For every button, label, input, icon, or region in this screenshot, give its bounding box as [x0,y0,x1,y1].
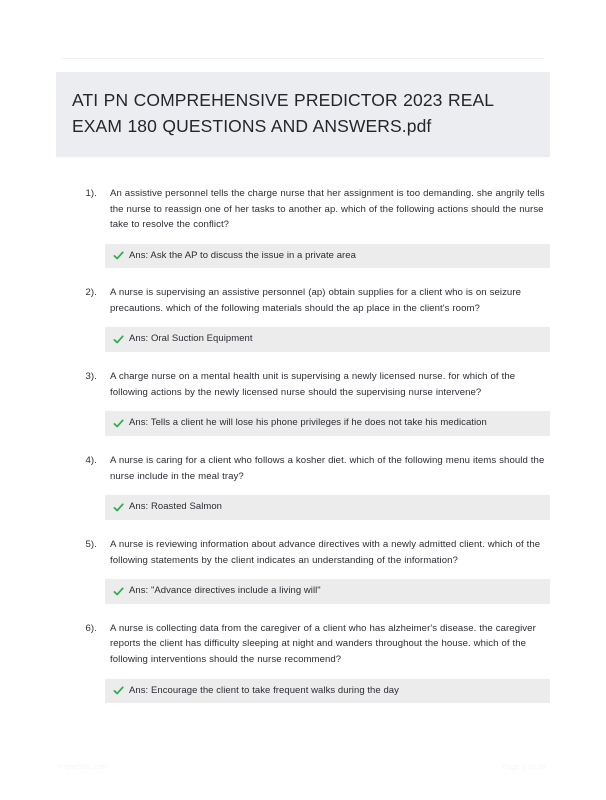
check-icon [113,502,124,513]
answer-row [113,685,540,698]
answer-text: Ans: Roasted Salmon [129,501,223,513]
check-icon [113,334,124,345]
answer-box [105,679,550,704]
question-number: 5). [85,539,97,551]
question-number: 3). [85,371,97,383]
answer-box [105,244,550,269]
answer-box [105,579,550,604]
answer-box [105,495,550,520]
answer-text: Ans: Oral Suction Equipment [129,333,253,345]
footer-page-indicator: Page 1 of 26 [501,762,546,771]
question-text: A charge nurse on a mental health unit is supervising a newly licensed nurse. for which of the following actions by the newly licensed nurse should the supervising nurse intervene? [110,371,516,398]
question-text: A nurse is supervising an assistive personnel (ap) obtain supplies for a client who is on seizure precautions. which of the following materials should the ap place in the client's room? [110,287,522,314]
question-item [0,186,606,268]
answer-box [105,411,550,436]
question-number: 4). [85,455,97,467]
question-text: A nurse is reviewing information about advance directives with a newly admitted client. which of the following statements by the client indicates an understanding of the information? [110,539,541,566]
footer-watermark: PaperStic.com [58,762,109,771]
question-list [0,186,606,720]
question-text: A nurse is collecting data from the caregiver of a client who has alzheimer's disease. the caregiver reports the client has difficulty sleeping at night and wanders throughout the house. which of the following interventions should the nurse recommend? [110,622,536,665]
answer-row [113,417,540,430]
answer-row [113,250,540,263]
question-number: 2). [85,287,97,299]
question-text: An assistive personnel tells the charge nurse that her assignment is too demanding. she angrily tells the nurse to reassign one of her tasks to another ap. which of the following actions should the nurse take to resolve the conflict? [110,188,545,231]
question-number: 6). [85,622,97,634]
check-icon [113,685,124,696]
question-number: 1). [85,188,97,199]
check-icon [113,418,124,429]
page-title: ATI PN COMPREHENSIVE PREDICTOR 2023 REAL EXAM 180 QUESTIONS AND ANSWERS.pdf [72,90,494,136]
question-text: A nurse is caring for a client who follows a kosher diet. which of the following menu items should the nurse include in the meal tray? [110,455,545,482]
question-item [0,621,606,703]
question-item [0,369,606,436]
document-title-band [56,72,550,157]
answer-text: Ans: "Advance directives include a living will" [129,585,321,597]
question-item [0,537,606,604]
answer-text: Ans: Ask the AP to discuss the issue in a private area [129,249,356,261]
answer-box [105,327,550,352]
answer-text: Ans: Tells a client he will lose his phone privileges if he does not take his medication [129,417,487,429]
check-icon [113,250,124,261]
header-rule-top [62,58,544,59]
answer-row [113,333,540,346]
answer-row [113,501,540,514]
question-item [0,285,606,352]
check-icon [113,586,124,597]
answer-text: Ans: Encourage the client to take frequent walks during the day [129,684,399,696]
page-footer [0,762,606,778]
question-item [0,453,606,520]
answer-row [113,585,540,598]
